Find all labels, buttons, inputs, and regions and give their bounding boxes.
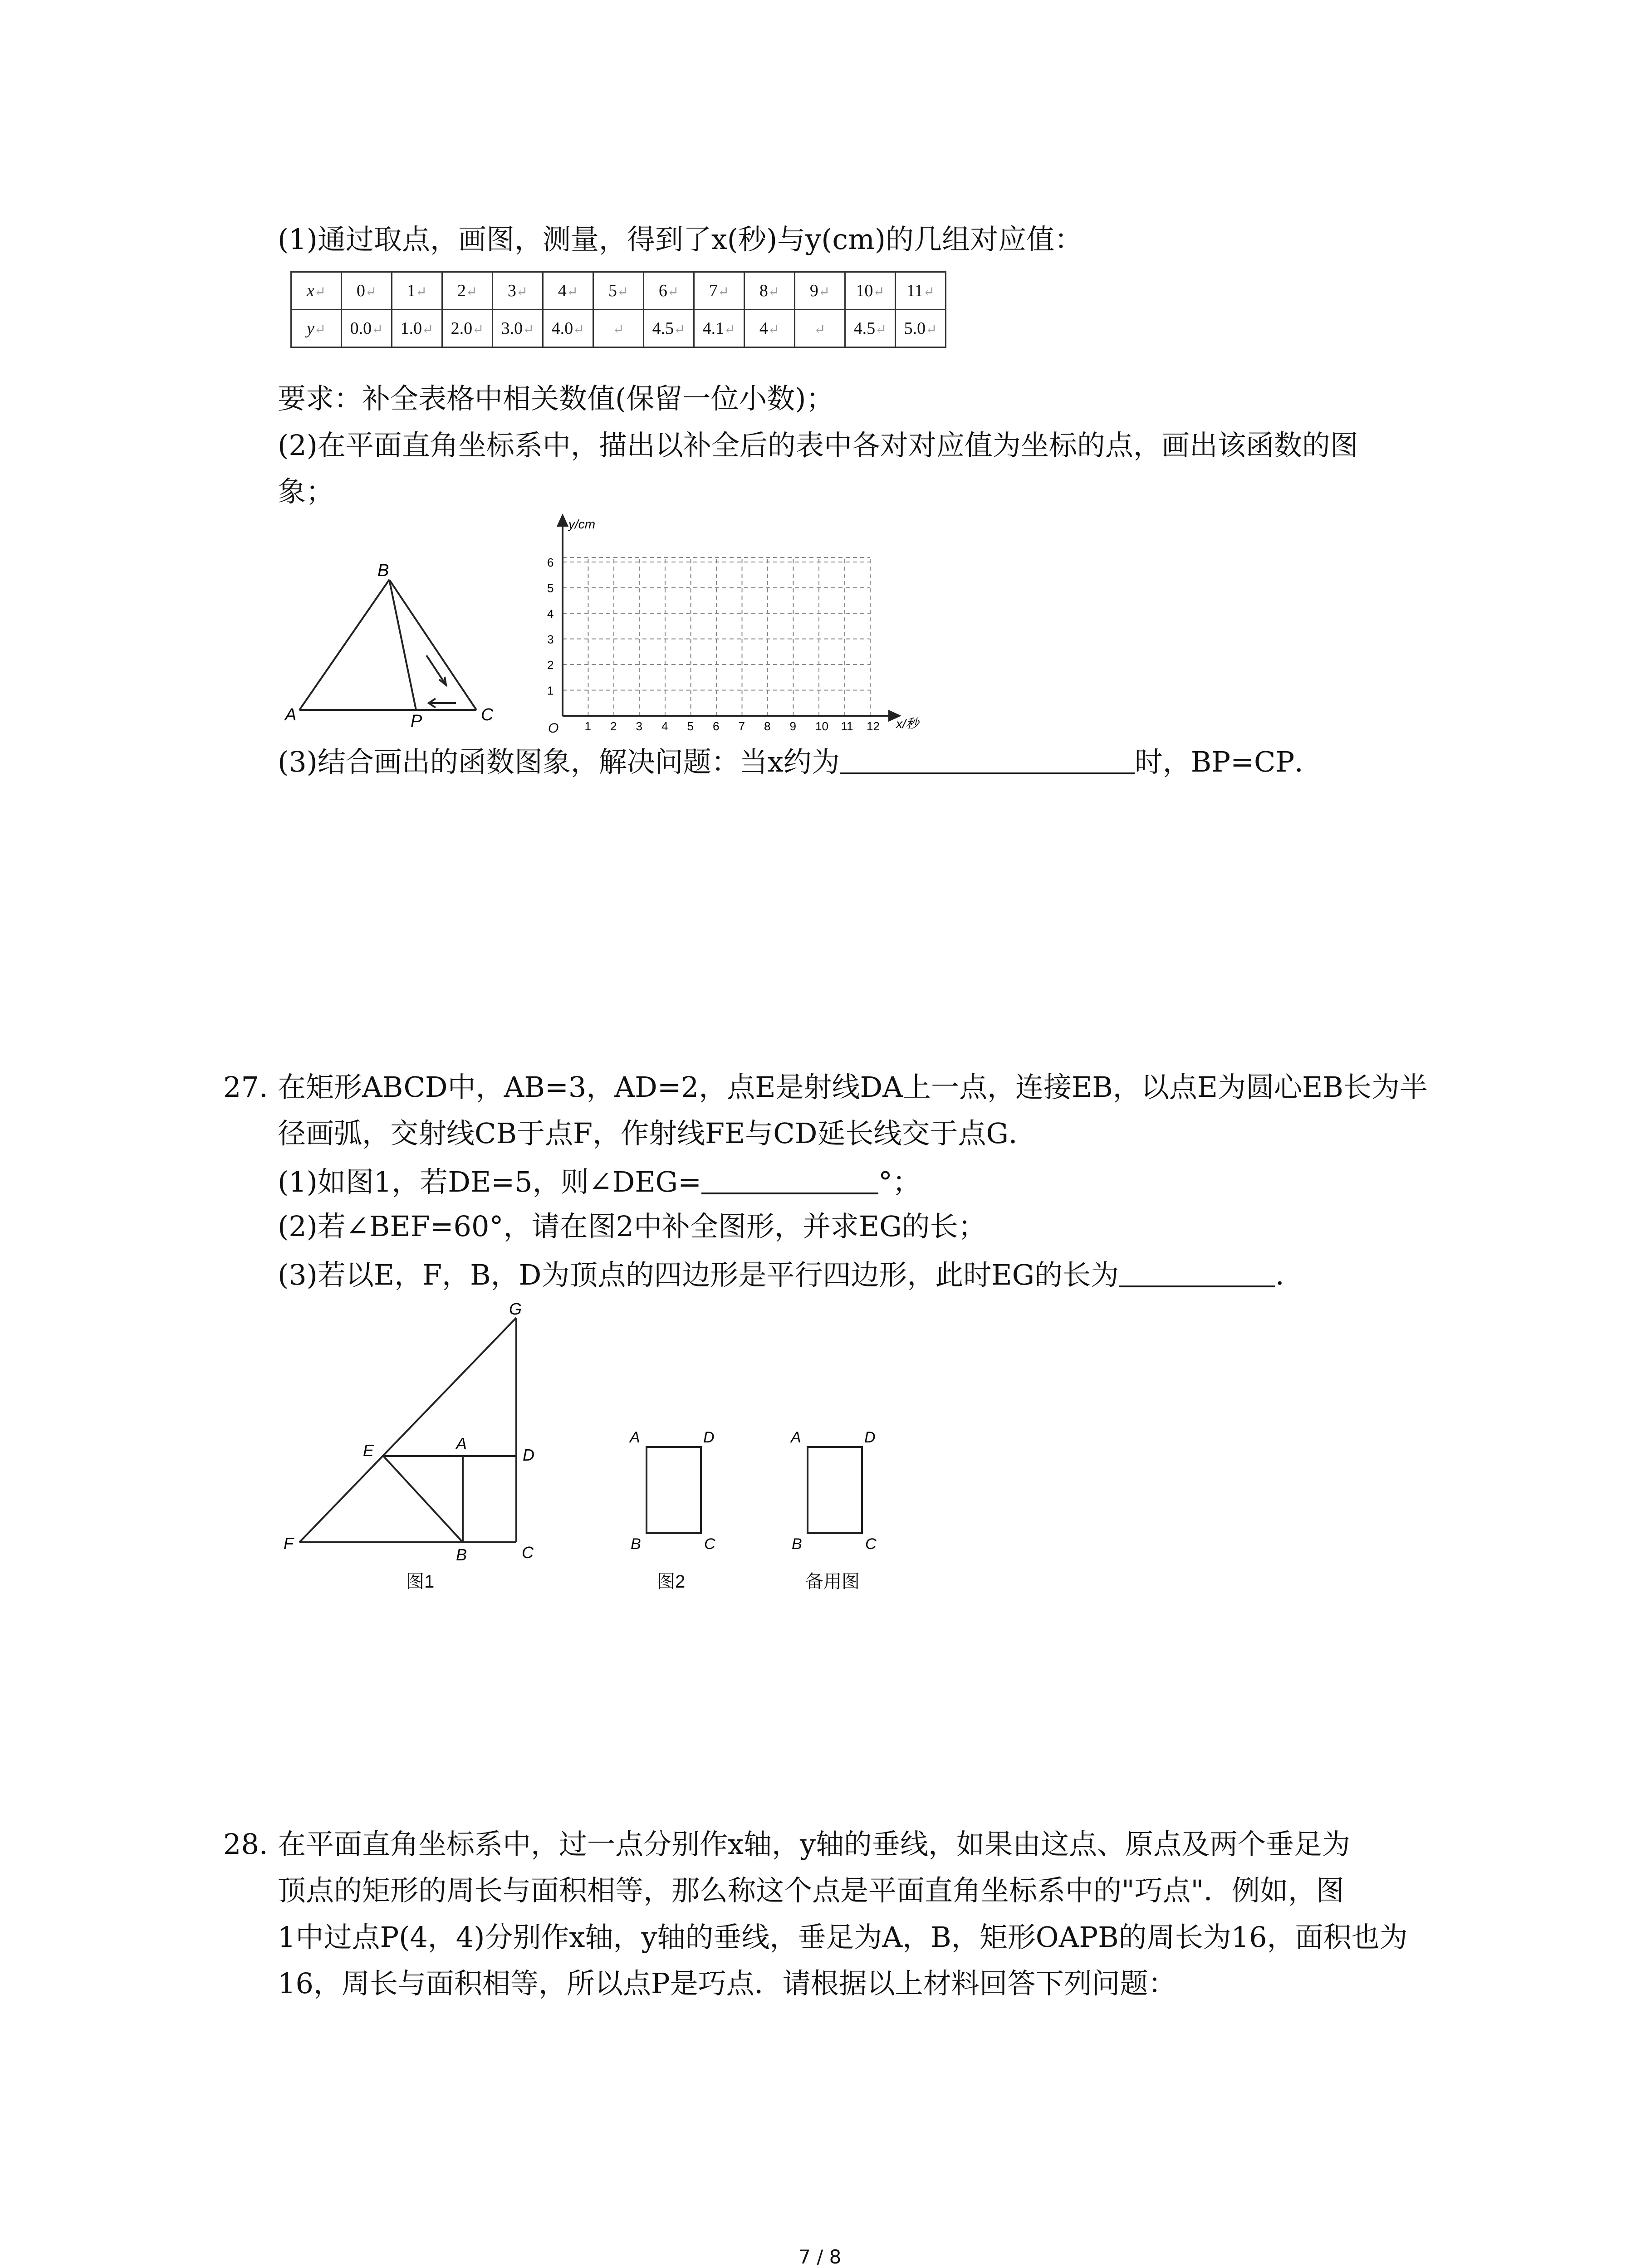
y-tick-label: 2: [547, 658, 554, 672]
fig1-label-B: B: [456, 1545, 467, 1564]
fig1-label-C: C: [522, 1543, 534, 1562]
y-tick-label: 1: [547, 684, 554, 698]
q26-part2-line1: (2)在平面直角坐标系中，描出以补全后的表中各对对应值为坐标的点，画出该函数的图: [278, 429, 1358, 462]
table-cell-blank[interactable]: ↵: [593, 310, 644, 347]
x-tick-label: 7: [738, 719, 745, 733]
table-row-x: [291, 272, 946, 310]
table-cell: 1↵: [392, 272, 442, 310]
table-cell: 2.0↵: [442, 310, 493, 347]
page-number: 7 / 8: [798, 2246, 842, 2268]
label-C: C: [481, 705, 494, 724]
figure-2: [626, 1420, 726, 1551]
x-tick-label: 1: [584, 719, 591, 733]
y-tick-label: 5: [547, 581, 554, 595]
table-cell: 11↵: [896, 272, 946, 310]
fig1-caption: 图1: [406, 1572, 435, 1592]
origin-label: O: [548, 721, 559, 736]
fig2-label-C: C: [704, 1535, 715, 1553]
fig1-label-A: A: [456, 1434, 467, 1453]
q27-part2: (2)若∠BEF=60°，请在图2中补全图形，并求EG的长；: [278, 1210, 986, 1243]
x-tick-label: 8: [764, 719, 771, 733]
answer-blank-angle[interactable]: [701, 1166, 878, 1194]
table-header-x: x↵: [291, 272, 342, 310]
table-cell: 5.0↵: [896, 310, 946, 347]
table-cell: 1.0↵: [392, 310, 442, 347]
table-cell: 2↵: [442, 272, 493, 310]
table-header-y: y↵: [291, 310, 342, 347]
x-tick-label: 10: [815, 719, 828, 733]
q28-line4: 16，周长与面积相等，所以点P是巧点．请根据以上材料回答下列问题：: [278, 1967, 1176, 2000]
table-cell: 4.1↵: [694, 310, 745, 347]
table-cell: 4.5↵: [644, 310, 694, 347]
table-cell: 4.0↵: [543, 310, 593, 347]
fig2-caption: 图2: [657, 1572, 686, 1592]
y-tick-label: 4: [547, 607, 554, 621]
q27-number: 27.: [223, 1070, 268, 1104]
q27-line2: 径画弧，交射线CB于点F，作射线FE与CD延长线交于点G．: [278, 1117, 1037, 1150]
fig1-label-D: D: [523, 1446, 534, 1464]
x-tick-label: 12: [867, 719, 880, 733]
q28-line1: 在平面直角坐标系中，过一点分别作x轴，y轴的垂线，如果由这点、原点及两个垂足为: [278, 1828, 1350, 1861]
q28-line2: 顶点的矩形的周长与面积相等，那么称这个点是平面直角坐标系中的"巧点"．例如，图: [278, 1874, 1345, 1907]
fig3-label-A: A: [791, 1429, 801, 1446]
x-axis-label: x/秒: [896, 717, 919, 731]
x-tick-label: 4: [661, 719, 668, 733]
triangle-figure: [272, 558, 508, 731]
fig1-label-F: F: [284, 1534, 294, 1553]
value-table: [290, 271, 946, 348]
x-tick-label: 9: [789, 719, 796, 733]
table-cell: 4↵: [543, 272, 593, 310]
x-tick-label: 3: [636, 719, 642, 733]
y-tick-label: 3: [547, 632, 554, 646]
y-tick-label: 6: [547, 556, 554, 569]
table-cell: 9↵: [795, 272, 845, 310]
x-tick-label: 5: [687, 719, 694, 733]
table-cell: 3↵: [493, 272, 543, 310]
answer-blank-eg[interactable]: [1119, 1259, 1275, 1287]
label-P: P: [411, 712, 422, 731]
fig3-label-D: D: [864, 1429, 876, 1446]
spare-figure-caption: 备用图: [805, 1572, 860, 1592]
answer-blank-x[interactable]: [840, 746, 1135, 774]
table-cell: 7↵: [694, 272, 745, 310]
table-cell: 4.5↵: [845, 310, 896, 347]
fig1-label-G: G: [509, 1300, 522, 1318]
table-cell: 10↵: [845, 272, 896, 310]
q26-part3: [278, 746, 1323, 776]
fig2-label-B: B: [631, 1535, 641, 1553]
table-cell: 3.0↵: [493, 310, 543, 347]
x-tick-label: 11: [841, 719, 853, 733]
y-axis-label: y/cm: [568, 517, 596, 531]
q27-part1-text: (1)如图1，若DE=5，则∠DEG=: [278, 1165, 702, 1198]
q27-part3: [278, 1259, 1303, 1289]
table-cell: 0.0↵: [342, 310, 392, 347]
table-cell: 0↵: [342, 272, 392, 310]
q27-part1: [278, 1166, 921, 1196]
table-cell: 6↵: [644, 272, 694, 310]
table-cell: 5↵: [593, 272, 644, 310]
figure-1: [272, 1300, 554, 1564]
label-A: A: [285, 705, 297, 724]
x-tick-label: 6: [713, 719, 720, 733]
fig2-label-A: A: [630, 1429, 640, 1446]
q28-line3: 1中过点P(4，4)分别作x轴，y轴的垂线，垂足为A，B，矩形OAPB的周长为16，面积也为: [278, 1921, 1408, 1954]
label-B: B: [377, 561, 389, 580]
fig3-label-B: B: [792, 1535, 802, 1553]
x-tick-label: 2: [610, 719, 617, 733]
coordinate-grid: [526, 515, 935, 736]
q26-part1: (1)通过取点，画图，测量，得到了x(秒)与y(cm)的几组对应值：: [278, 223, 1083, 256]
q27-part1-end: °；: [878, 1165, 921, 1198]
table-row-y: [291, 310, 946, 347]
q27-part3-text: (3)若以E，F，B，D为顶点的四边形是平行四边形，此时EG的长为: [278, 1258, 1119, 1291]
q26-requirement: 要求：补全表格中相关数值(保留一位小数)；: [278, 382, 834, 415]
q26-part3-text: (3)结合画出的函数图象，解决问题：当x约为: [278, 745, 840, 778]
table-cell-blank[interactable]: ↵: [795, 310, 845, 347]
table-cell: 8↵: [745, 272, 795, 310]
q26-part3-end: 时，BP=CP．: [1134, 745, 1323, 778]
q26-part2-line2: 象；: [278, 475, 334, 508]
q27-part3-end: ．: [1275, 1258, 1304, 1291]
table-cell: 4↵: [745, 310, 795, 347]
q28-number: 28.: [223, 1828, 268, 1861]
fig1-label-E: E: [363, 1441, 374, 1460]
q27-line1: 在矩形ABCD中，AB=3，AD=2，点E是射线DA上一点，连接EB，以点E为圆心EB长为半: [278, 1070, 1428, 1104]
fig2-label-D: D: [703, 1429, 715, 1446]
fig3-label-C: C: [865, 1535, 877, 1553]
spare-figure: [787, 1420, 887, 1551]
